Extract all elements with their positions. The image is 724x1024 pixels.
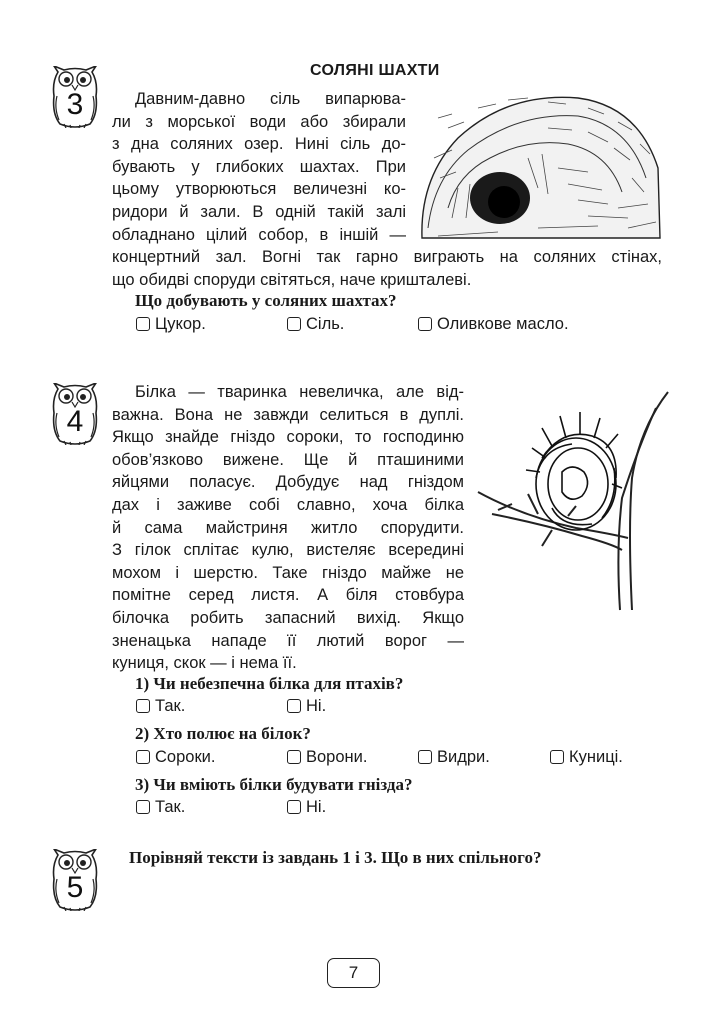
checkbox[interactable] <box>136 800 150 814</box>
answer-option[interactable] <box>287 313 344 335</box>
option-label: Цукор. <box>155 315 206 333</box>
task-5-question: Порівняй тексти із завдань 1 і 3. Що в них спільного? <box>129 848 542 867</box>
task-3-question: Що добувають у соляних шахтах? <box>135 291 397 310</box>
task-4-text <box>112 381 464 675</box>
checkbox[interactable] <box>287 750 301 764</box>
option-label: Так. <box>155 798 186 816</box>
answer-option[interactable] <box>136 746 215 768</box>
text-line: З гілок сплітає кулю, вистеляє всередині <box>112 541 464 560</box>
task-4-owl-badge <box>50 383 100 445</box>
answer-option[interactable] <box>287 796 326 818</box>
task-number: 4 <box>66 405 84 438</box>
answer-option[interactable] <box>136 695 185 717</box>
answer-option[interactable] <box>418 313 569 335</box>
checkbox[interactable] <box>418 317 432 331</box>
text-line: Якщо знайде гніздо сороки, то господиню <box>112 428 464 447</box>
text-line: що обидві споруди світяться, наче кришталеві. <box>112 270 472 289</box>
task-3-text-bottom <box>112 246 662 291</box>
task-5-owl-badge <box>50 849 100 911</box>
task-number: 5 <box>66 871 84 904</box>
answer-option[interactable] <box>550 746 623 768</box>
task-4-question-2: 2) Хто полює на білок? <box>135 724 311 743</box>
option-label: Видри. <box>437 748 490 766</box>
checkbox[interactable] <box>136 317 150 331</box>
text-line: дах і заживе собі славно, хоча білка <box>112 495 464 514</box>
text-line: мохом і шерстю. Таке гніздо майже не <box>112 563 464 582</box>
answer-option[interactable] <box>136 796 185 818</box>
option-label: Так. <box>155 697 186 715</box>
text-line: обов’язково вижене. Ще й пташиними <box>112 450 464 469</box>
answer-option[interactable] <box>287 746 367 768</box>
text-line: цьому утворюються величезні ко- <box>112 180 406 199</box>
option-label: Сороки. <box>155 748 216 766</box>
checkbox[interactable] <box>287 800 301 814</box>
text-line: бувають у глибоких шахтах. При <box>112 157 406 176</box>
text-line: важна. Вона не завжди селиться в дуплі. <box>112 405 464 424</box>
text-line: зненацька нападе її лютий ворог — <box>112 631 464 650</box>
task-4-question-1: 1) Чи небезпечна білка для птахів? <box>135 674 404 693</box>
text-line: концертний зал. Вогні так гарно виграють на соляних стінах, <box>112 248 662 266</box>
text-line: куниця, скок — і нема її. <box>112 654 297 673</box>
salt-cave-illustration <box>418 88 662 240</box>
text-line: ли з морської води або збирали <box>112 112 406 131</box>
answer-option[interactable] <box>136 313 206 335</box>
checkbox[interactable] <box>136 699 150 713</box>
task-3-text-top <box>112 88 406 246</box>
checkbox[interactable] <box>136 750 150 764</box>
answer-option[interactable] <box>287 695 326 717</box>
task-4-question-3: 3) Чи вміють білки будувати гнізда? <box>135 775 413 794</box>
checkbox[interactable] <box>418 750 432 764</box>
task-number: 3 <box>66 88 84 121</box>
option-label: Ні. <box>306 697 327 715</box>
option-label: Сіль. <box>306 315 345 333</box>
checkbox[interactable] <box>287 317 301 331</box>
text-line: ридори й зали. В одній такій залі <box>112 202 406 221</box>
text-line: яйцями поласує. Добудує над гніздом <box>112 473 464 492</box>
answer-option[interactable] <box>418 746 490 768</box>
option-label: Ворони. <box>306 748 368 766</box>
option-label: Ні. <box>306 798 327 816</box>
text-line: білочка робить запасний вихід. Якщо <box>112 608 464 627</box>
squirrel-nest-illustration <box>472 388 672 612</box>
task-3-owl-badge <box>50 66 100 128</box>
option-label: Оливкове масло. <box>437 315 569 333</box>
text-line: помітне серед листя. А біля стовбура <box>112 586 464 605</box>
option-label: Куниці. <box>569 748 623 766</box>
text-line: обладнано цілий собор, в іншій — <box>112 225 406 244</box>
checkbox[interactable] <box>550 750 564 764</box>
text-line: Білка — тваринка невеличка, але від- <box>135 383 464 401</box>
task-3-title: СОЛЯНІ ШАХТИ <box>310 62 440 79</box>
checkbox[interactable] <box>287 699 301 713</box>
text-line: й сама майстриня житло спорудити. <box>112 518 464 537</box>
text-line: з дна соляних озер. Нині сіль до- <box>112 135 406 154</box>
page-number: 7 <box>327 958 380 988</box>
text-line: Давним-давно сіль випарюва- <box>135 90 406 108</box>
